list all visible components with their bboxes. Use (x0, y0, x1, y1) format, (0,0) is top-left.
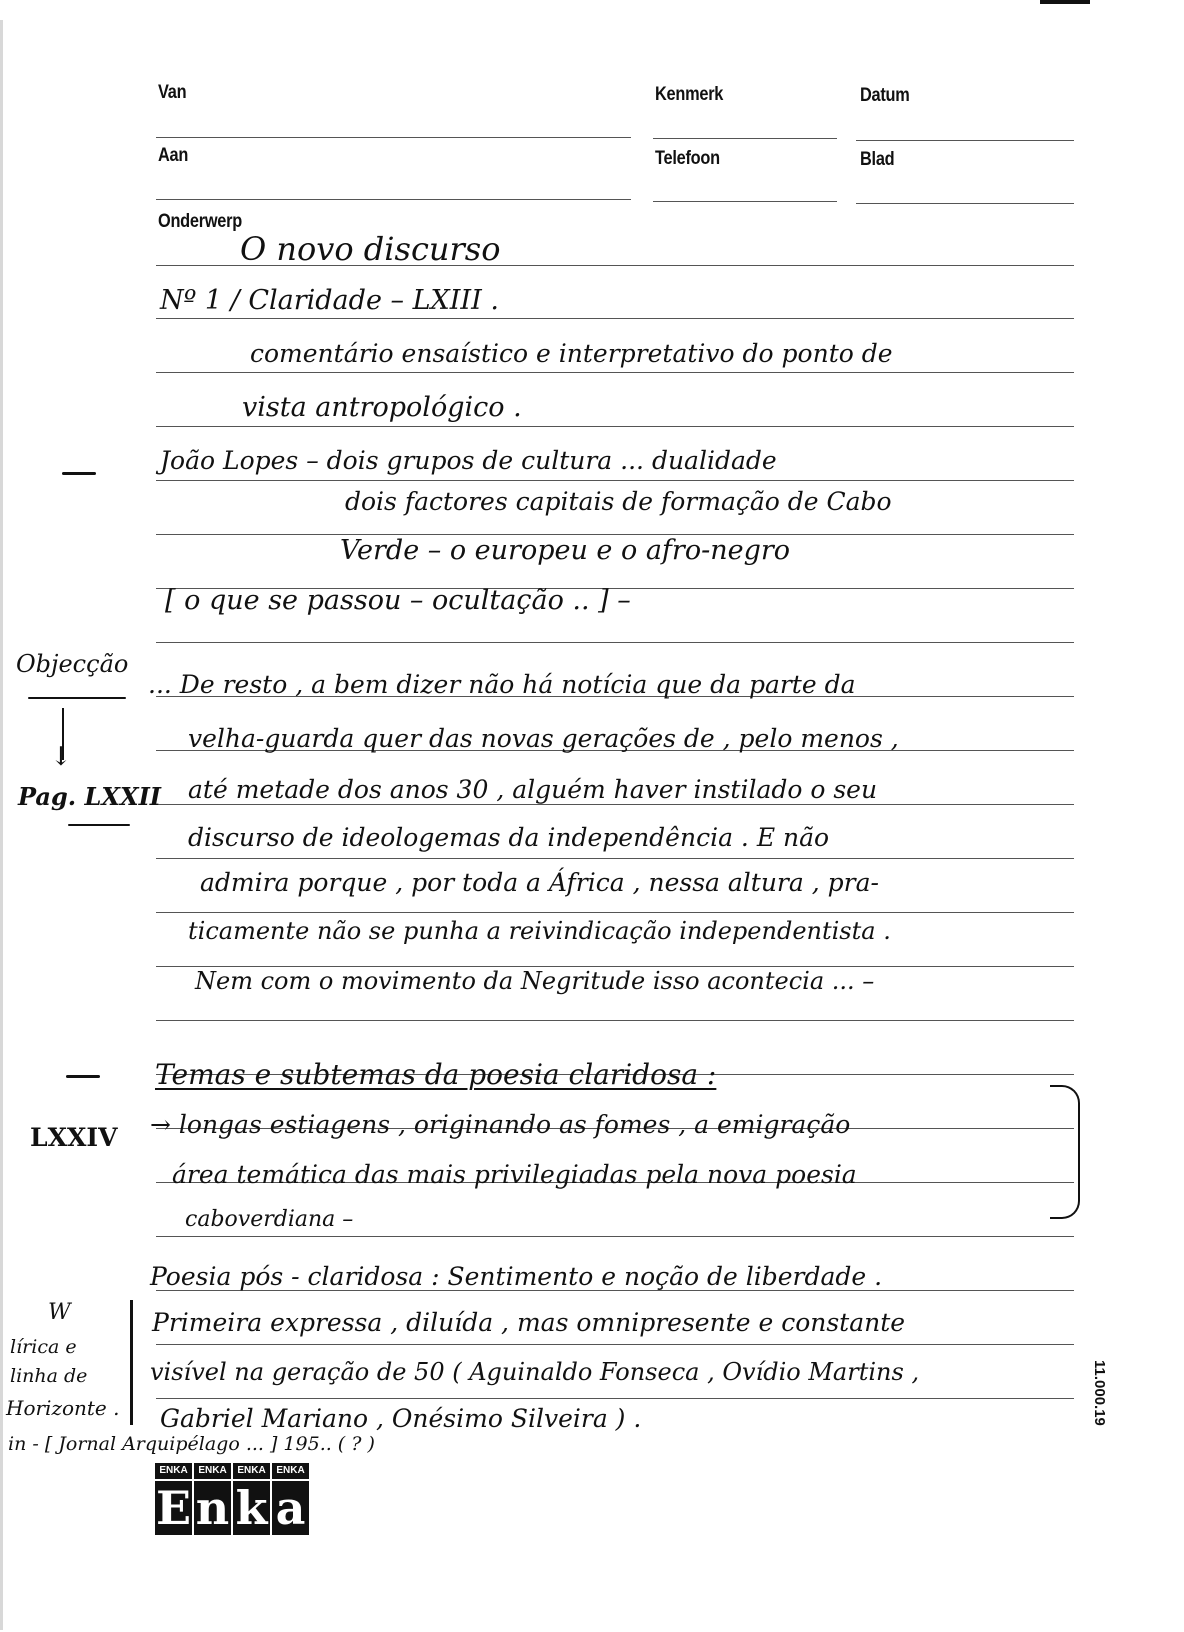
writing-rule (156, 642, 1074, 643)
writing-rule (156, 1020, 1074, 1021)
rule-blad (856, 203, 1074, 204)
handwritten-line: vista antropológico . (242, 392, 522, 423)
margin-note-objeccao: Objecção (16, 650, 129, 678)
writing-rule (156, 1236, 1074, 1237)
writing-rule (156, 318, 1074, 319)
writing-rule (156, 1344, 1074, 1345)
handwritten-line: visível na geração de 50 ( Aguinaldo Fonseca , Ovídio Martins , (150, 1358, 920, 1386)
logo-tab: ENKA (272, 1463, 309, 1479)
scan-left-edge (0, 20, 3, 1630)
writing-rule (156, 480, 1074, 481)
margin-underline (68, 824, 130, 826)
handwritten-heading-poesia: Poesia pós - claridosa : Sentimento e noção de liberdade . (150, 1262, 883, 1291)
label-aan: Aan (158, 145, 189, 166)
rule-telefoon (653, 201, 837, 202)
writing-rule (156, 912, 1074, 913)
logo-wordmark (155, 1481, 309, 1535)
rule-aan (156, 199, 631, 200)
handwritten-line: comentário ensaístico e interpretativo do ponto de (250, 339, 893, 368)
handwritten-line: até metade dos anos 30 , alguém haver instilado o seu (188, 775, 878, 804)
logo-letter: a (272, 1481, 309, 1535)
margin-note-lirica: lírica e (10, 1336, 77, 1358)
label-blad: Blad (860, 149, 895, 170)
rule-datum (856, 140, 1074, 141)
rule-van (156, 137, 631, 138)
scan-edge-mark (1040, 0, 1090, 4)
handwritten-line: Nº 1 / Claridade – LXIII . (160, 285, 499, 316)
handwritten-title: O novo discurso (240, 230, 501, 268)
handwritten-heading-temas: Temas e subtemas da poesia claridosa : (155, 1058, 717, 1091)
bracket-mark (1050, 1085, 1080, 1219)
logo-letter: n (195, 1481, 230, 1535)
handwritten-line: João Lopes – dois grupos de cultura ... dualidade (160, 446, 777, 475)
handwritten-line: [ o que se passou – ocultação .. ] – (165, 585, 631, 616)
margin-note-lxxiv: LXXIV (30, 1123, 118, 1152)
handwritten-line: Nem com o movimento da Negritude isso acontecia ... – (195, 967, 875, 995)
writing-rule (156, 426, 1074, 427)
writing-rule (156, 804, 1074, 805)
handwritten-line: velha-guarda quer das novas gerações de , pelo menos , (188, 724, 899, 753)
handwritten-line: caboverdiana – (185, 1207, 354, 1232)
margin-note-pag: Pag. LXXII (18, 782, 162, 811)
handwritten-line: ... De resto , a bem dizer não há notícia que da parte da (148, 670, 856, 699)
label-kenmerk: Kenmerk (655, 84, 724, 105)
writing-rule (156, 858, 1074, 859)
writing-rule (156, 372, 1074, 373)
label-telefoon: Telefoon (655, 148, 720, 169)
logo-tab: ENKA (194, 1463, 231, 1479)
handwritten-line: ticamente não se punha a reivindicação independentista . (188, 917, 891, 945)
handwritten-line: dois factores capitais de formação de Cabo (345, 487, 892, 516)
logo-letter: k (233, 1481, 270, 1535)
logo-tab: ENKA (155, 1463, 192, 1479)
label-datum: Datum (860, 85, 910, 106)
margin-note-lirica: linha de (10, 1365, 88, 1387)
label-onderwerp: Onderwerp (158, 211, 242, 232)
margin-note-footer: in - [ Jornal Arquipélago ... ] 195.. ( ? ) (8, 1433, 375, 1455)
margin-note-w: W (48, 1300, 71, 1325)
margin-note-lirica: Horizonte . (6, 1396, 120, 1420)
margin-vertical-bar (130, 1300, 133, 1425)
label-van: Van (158, 82, 187, 103)
handwritten-line: Gabriel Mariano , Onésimo Silveira ) . (160, 1404, 642, 1433)
logo-letter: E (155, 1481, 192, 1535)
enka-logo (155, 1463, 309, 1535)
logo-tab: ENKA (233, 1463, 270, 1479)
margin-underline (28, 697, 126, 699)
handwritten-line: admira porque , por toda a África , nessa altura , pra- (200, 868, 879, 897)
writing-rule (156, 1398, 1074, 1399)
margin-dash (66, 1075, 100, 1078)
handwritten-line: área temática das mais privilegiadas pela nova poesia (172, 1160, 857, 1189)
form-code: 11.000.19 (1091, 1360, 1108, 1426)
arrow-down-icon: ↓ (50, 742, 72, 772)
handwritten-line: Primeira expressa , diluída , mas omnipresente e constante (152, 1308, 906, 1337)
logo-tabs (155, 1463, 309, 1479)
handwritten-line: Verde – o europeu e o afro-negro (340, 535, 791, 566)
rule-kenmerk (653, 138, 837, 139)
handwritten-line: → longas estiagens , originando as fomes , a emigração (150, 1110, 851, 1139)
handwritten-line: discurso de ideologemas da independência . E não (188, 823, 830, 852)
margin-dash (62, 472, 96, 475)
